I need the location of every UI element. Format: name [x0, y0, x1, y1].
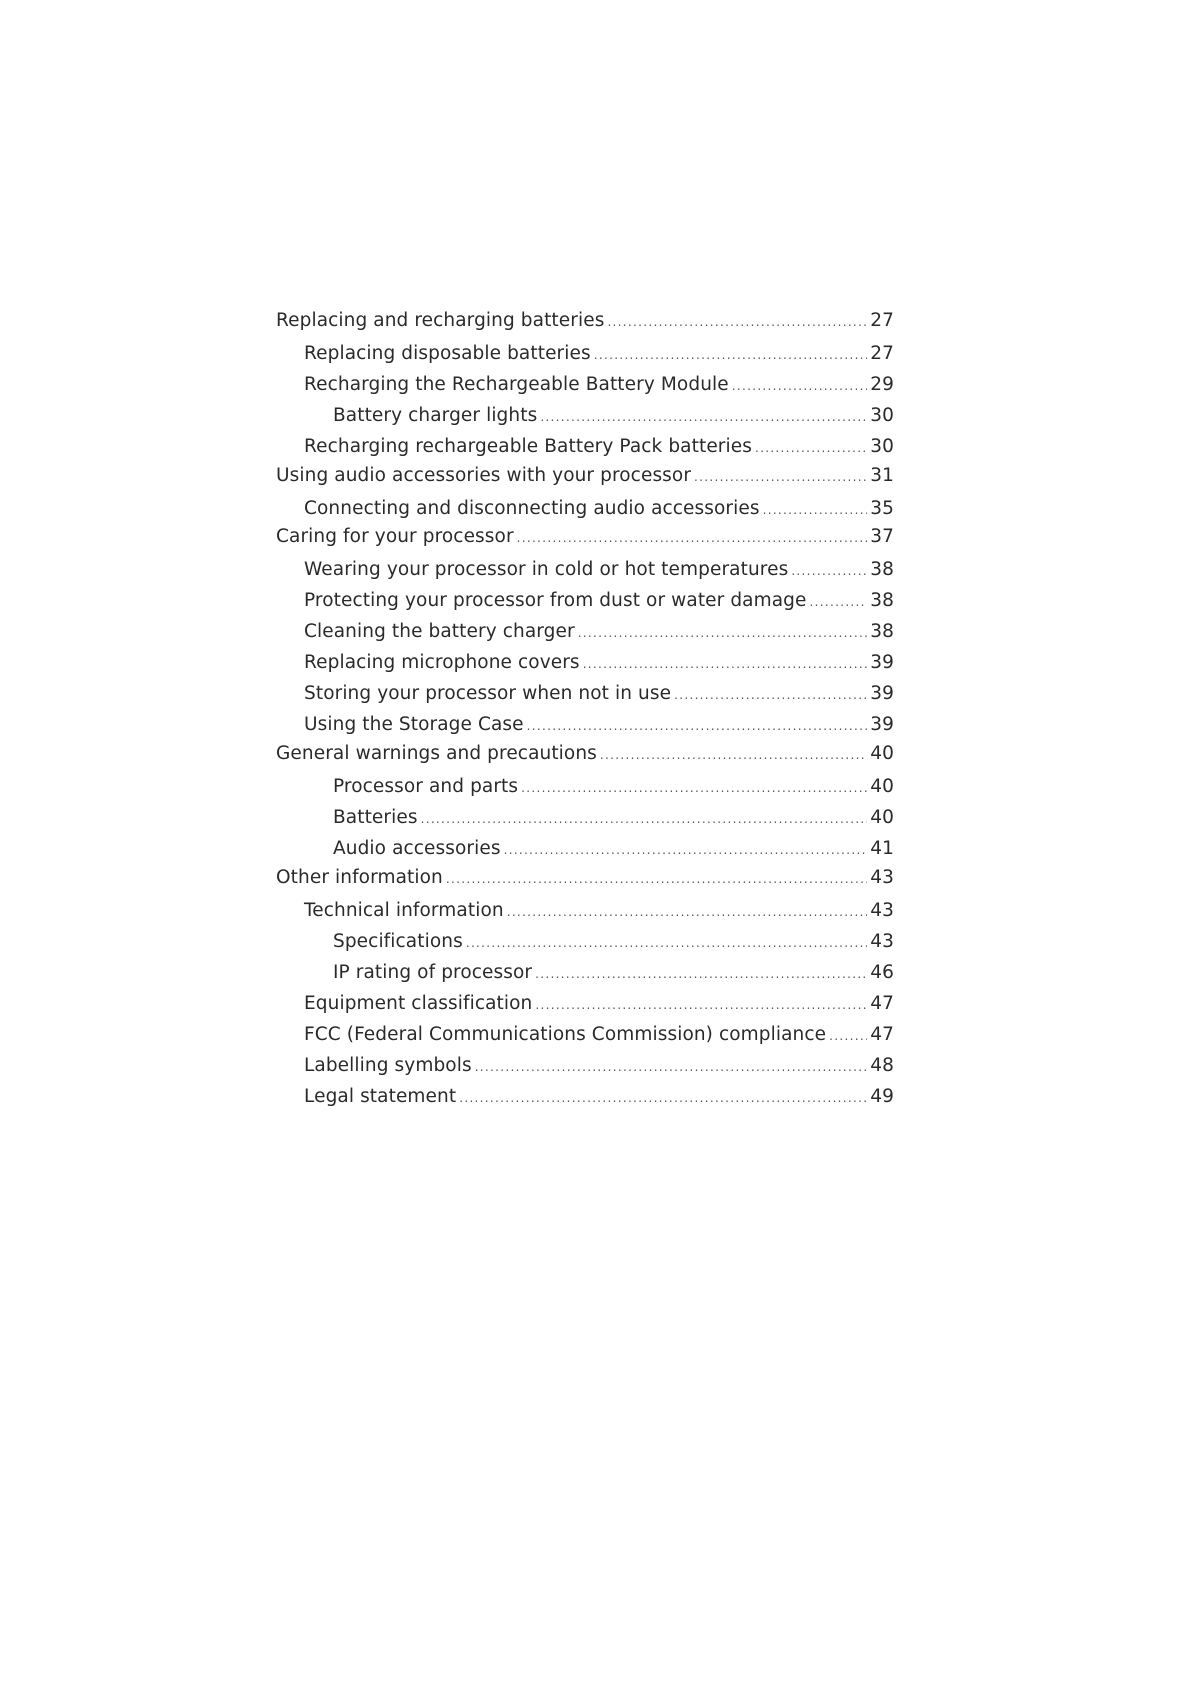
dot-leader [600, 748, 867, 762]
toc-entry-page-number: 37 [870, 526, 894, 547]
toc-entry[interactable] [276, 405, 894, 426]
dot-leader [607, 315, 867, 329]
dot-leader [535, 998, 867, 1012]
dot-leader [540, 410, 867, 424]
toc-entry[interactable] [276, 621, 894, 642]
toc-entry[interactable] [276, 962, 894, 983]
toc-entry[interactable] [276, 714, 894, 735]
toc-entry-title: Storing your processor when not in use [304, 683, 672, 704]
toc-entry[interactable] [276, 436, 894, 457]
toc-entry[interactable] [276, 776, 894, 797]
toc-entry-page-number: 39 [870, 652, 894, 673]
dot-leader [583, 657, 868, 671]
toc-entry-page-number: 40 [870, 807, 894, 828]
toc-entry-title: Specifications [333, 931, 463, 952]
dot-leader [421, 812, 868, 826]
toc-entry[interactable] [276, 743, 894, 764]
toc-entry-page-number: 30 [870, 405, 894, 426]
dot-leader [732, 379, 868, 393]
toc-entry-title: Recharging the Rechargeable Battery Module [304, 374, 729, 395]
toc-entry-page-number: 30 [870, 436, 894, 457]
toc-entry[interactable] [276, 343, 894, 364]
toc-entry[interactable] [276, 590, 894, 611]
toc-entry[interactable] [276, 652, 894, 673]
dot-leader [829, 1029, 867, 1043]
toc-entry-page-number: 35 [870, 498, 894, 519]
toc-entry[interactable] [276, 310, 894, 331]
toc-entry-page-number: 43 [870, 900, 894, 921]
dot-leader [694, 470, 867, 484]
toc-entry-title: IP rating of processor [333, 962, 533, 983]
toc-entry-title: Batteries [333, 807, 418, 828]
toc-entry-page-number: 43 [870, 931, 894, 952]
toc-entry-page-number: 29 [870, 374, 894, 395]
dot-leader [535, 967, 867, 981]
dot-leader [475, 1060, 868, 1074]
dot-leader [594, 348, 868, 362]
toc-entry-title: Caring for your processor [276, 526, 514, 547]
toc-entry[interactable] [276, 900, 894, 921]
toc-entry-page-number: 27 [870, 343, 894, 364]
toc-entry-title: Other information [276, 867, 443, 888]
dot-leader [507, 905, 868, 919]
toc-entry-page-number: 31 [870, 465, 894, 486]
toc-entry-title: Replacing and recharging batteries [276, 310, 605, 331]
toc-entry-page-number: 47 [870, 1024, 894, 1045]
toc-entry[interactable] [276, 374, 894, 395]
dot-leader [517, 531, 868, 545]
toc-entry-title: Using audio accessories with your processor [276, 465, 692, 486]
toc-entry-page-number: 39 [870, 683, 894, 704]
dot-leader [446, 872, 867, 886]
dot-leader [791, 564, 867, 578]
dot-leader [466, 936, 867, 950]
toc-entry[interactable] [276, 993, 894, 1014]
dot-leader [521, 781, 867, 795]
toc-entry-title: Audio accessories [333, 838, 501, 859]
toc-entry-title: Equipment classification [304, 993, 533, 1014]
toc-entry-title: Using the Storage Case [304, 714, 524, 735]
toc-entry[interactable] [276, 838, 894, 859]
toc-entry-page-number: 49 [870, 1086, 894, 1107]
toc-entry-page-number: 43 [870, 867, 894, 888]
dot-leader [527, 719, 868, 733]
toc-entry[interactable] [276, 683, 894, 704]
toc-entry-page-number: 38 [870, 621, 894, 642]
toc-entry-title: FCC (Federal Communications Commission) compliance [304, 1024, 827, 1045]
toc-entry[interactable] [276, 526, 894, 547]
toc-entry-page-number: 41 [870, 838, 894, 859]
toc-entry[interactable] [276, 498, 894, 519]
dot-leader [755, 441, 867, 455]
toc-entry[interactable] [276, 1024, 894, 1045]
toc-entry[interactable] [276, 931, 894, 952]
dot-leader [674, 688, 867, 702]
toc-entry-title: Battery charger lights [333, 405, 538, 426]
toc-entry[interactable] [276, 867, 894, 888]
toc-entry-title: Legal statement [304, 1086, 457, 1107]
toc-entry[interactable] [276, 559, 894, 580]
toc-entry-title: General warnings and precautions [276, 743, 597, 764]
dot-leader [459, 1091, 867, 1105]
dot-leader [810, 595, 868, 609]
toc-entry-title: Replacing disposable batteries [304, 343, 591, 364]
toc-entry-page-number: 46 [870, 962, 894, 983]
toc-entry-page-number: 40 [870, 776, 894, 797]
toc-entry-page-number: 48 [870, 1055, 894, 1076]
toc-entry-page-number: 39 [870, 714, 894, 735]
toc-entry-title: Labelling symbols [304, 1055, 472, 1076]
toc-entry-title: Technical information [304, 900, 504, 921]
toc-entry-title: Wearing your processor in cold or hot temperatures [304, 559, 789, 580]
toc-entry-page-number: 47 [870, 993, 894, 1014]
toc-entry-title: Processor and parts [333, 776, 519, 797]
toc-entry[interactable] [276, 465, 894, 486]
dot-leader [578, 626, 868, 640]
toc-entry-title: Cleaning the battery charger [304, 621, 575, 642]
toc-entry-title: Recharging rechargeable Battery Pack batteries [304, 436, 752, 457]
toc-entry-page-number: 40 [870, 743, 894, 764]
toc-entry-title: Connecting and disconnecting audio accessories [304, 498, 760, 519]
dot-leader [763, 503, 868, 517]
toc-entry-page-number: 27 [870, 310, 894, 331]
dot-leader [504, 843, 868, 857]
toc-entry-title: Replacing microphone covers [304, 652, 580, 673]
toc-entry-page-number: 38 [870, 590, 894, 611]
toc-entry[interactable] [276, 1086, 894, 1107]
toc-entry[interactable] [276, 1055, 894, 1076]
toc-entry-title: Protecting your processor from dust or water damage [304, 590, 807, 611]
toc-entry-page-number: 38 [870, 559, 894, 580]
toc-entry[interactable] [276, 807, 894, 828]
